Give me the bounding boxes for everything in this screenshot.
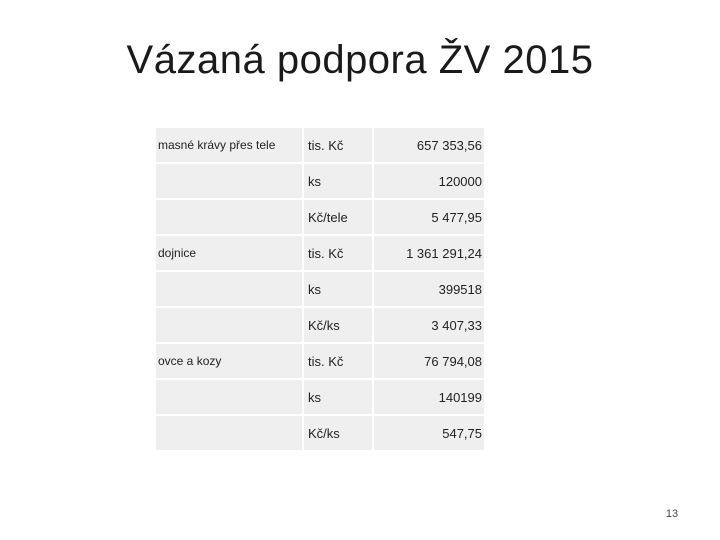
value-cell: 140199 <box>374 380 486 416</box>
value-cell: 5 477,95 <box>374 200 486 236</box>
value-cell: 120000 <box>374 164 486 200</box>
value-cell: 547,75 <box>374 416 486 452</box>
slide-title: Vázaná podpora ŽV 2015 <box>126 38 594 82</box>
unit-cell: tis. Kč <box>304 128 374 164</box>
value-cell: 3 407,33 <box>374 308 486 344</box>
category-cell <box>156 164 304 200</box>
category-cell <box>156 200 304 236</box>
value-cell: 399518 <box>374 272 486 308</box>
unit-cell: tis. Kč <box>304 344 374 380</box>
unit-cell: tis. Kč <box>304 236 374 272</box>
value-cell: 657 353,56 <box>374 128 486 164</box>
category-cell <box>156 416 304 452</box>
value-cell: 1 361 291,24 <box>374 236 486 272</box>
table-row <box>156 200 486 236</box>
category-cell <box>156 308 304 344</box>
unit-cell: Kč/ks <box>304 416 374 452</box>
table-row <box>156 164 486 200</box>
unit-cell: ks <box>304 164 374 200</box>
table-row <box>156 128 486 164</box>
table-row <box>156 344 486 380</box>
support-table <box>156 128 486 452</box>
table-row <box>156 236 486 272</box>
category-cell: dojnice <box>156 236 304 272</box>
category-cell: masné krávy přes tele <box>156 128 304 164</box>
unit-cell: Kč/ks <box>304 308 374 344</box>
table-row <box>156 308 486 344</box>
value-cell: 76 794,08 <box>374 344 486 380</box>
unit-cell: ks <box>304 380 374 416</box>
unit-cell: Kč/tele <box>304 200 374 236</box>
category-cell <box>156 272 304 308</box>
category-cell <box>156 380 304 416</box>
table-row <box>156 380 486 416</box>
unit-cell: ks <box>304 272 374 308</box>
page-number: 13 <box>665 508 679 520</box>
table-row <box>156 416 486 452</box>
table-row <box>156 272 486 308</box>
category-cell: ovce a kozy <box>156 344 304 380</box>
